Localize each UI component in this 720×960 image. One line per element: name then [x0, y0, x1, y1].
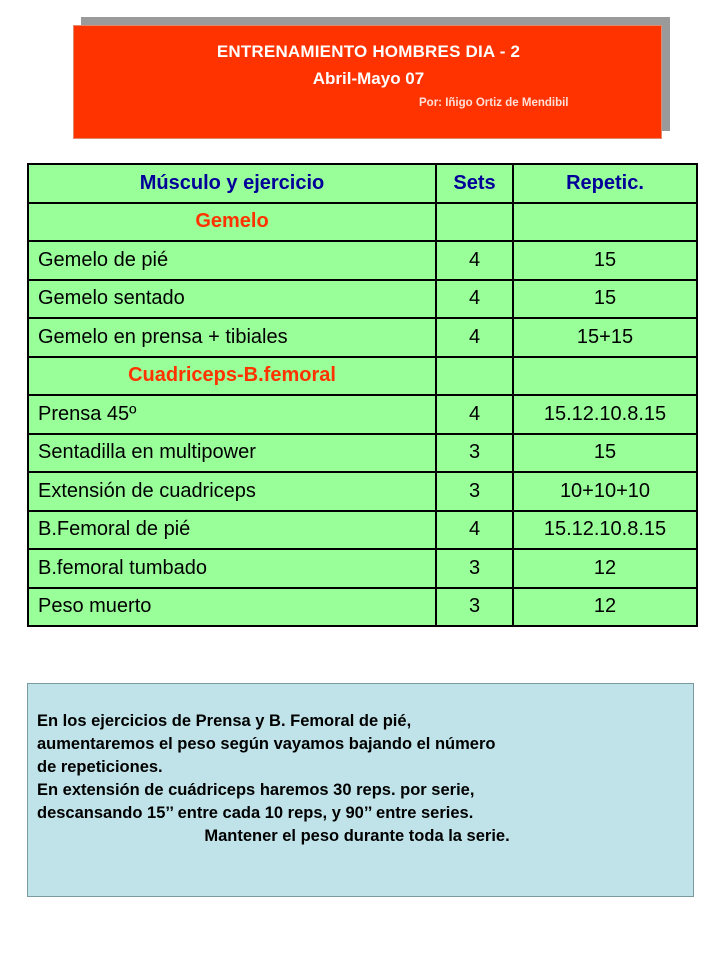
column-header-exercise: Músculo y ejercicio: [28, 164, 436, 203]
sets-cell: 3: [436, 588, 513, 627]
sets-cell: 4: [436, 241, 513, 280]
reps-cell: 12: [513, 549, 697, 588]
exercise-table: [27, 163, 698, 627]
sets-cell: 3: [436, 549, 513, 588]
table-row: [28, 280, 697, 319]
table-row-group: [28, 357, 697, 396]
reps-cell: 15: [513, 280, 697, 319]
table-row-group: [28, 203, 697, 242]
table-row: [28, 549, 697, 588]
reps-cell: 15.12.10.8.15: [513, 395, 697, 434]
reps-cell: 15: [513, 241, 697, 280]
exercise-cell: Peso muerto: [28, 588, 436, 627]
column-header-reps: Repetic.: [513, 164, 697, 203]
column-header-sets: Sets: [436, 164, 513, 203]
sets-cell: 4: [436, 395, 513, 434]
exercise-cell: Gemelo en prensa + tibiales: [28, 318, 436, 357]
notes-line: de repeticiones.: [37, 758, 163, 776]
reps-cell: 12: [513, 588, 697, 627]
reps-cell: 15.12.10.8.15: [513, 511, 697, 550]
table-row: [28, 318, 697, 357]
table-row: [28, 511, 697, 550]
notes-line: En los ejercicios de Prensa y B. Femoral de pié,: [37, 712, 412, 730]
table-row: [28, 395, 697, 434]
reps-cell: [513, 357, 697, 396]
notes-line: descansando 15’’ entre cada 10 reps, y 90’’ entre series.: [37, 804, 474, 822]
page-title: ENTRENAMIENTO HOMBRES DIA - 2: [216, 42, 521, 61]
exercise-cell: Sentadilla en multipower: [28, 434, 436, 473]
group-label: Cuadriceps-B.femoral: [28, 357, 436, 396]
notes-box: [27, 683, 694, 897]
sets-cell: 4: [436, 280, 513, 319]
table-row: [28, 434, 697, 473]
sets-cell: 3: [436, 472, 513, 511]
table-row: [28, 241, 697, 280]
table-row: [28, 588, 697, 627]
sets-cell: 4: [436, 318, 513, 357]
exercise-cell: Gemelo sentado: [28, 280, 436, 319]
table-row: [28, 472, 697, 511]
reps-cell: 15: [513, 434, 697, 473]
notes-line: En extensión de cuádriceps haremos 30 reps. por serie,: [37, 781, 475, 799]
exercise-cell: Extensión de cuadriceps: [28, 472, 436, 511]
exercise-cell: B.femoral tumbado: [28, 549, 436, 588]
sets-cell: [436, 357, 513, 396]
exercise-cell: Gemelo de pié: [28, 241, 436, 280]
notes-text: [37, 710, 687, 848]
page-subtitle: Abril-Mayo 07: [312, 69, 425, 88]
reps-cell: [513, 203, 697, 242]
reps-cell: 15+15: [513, 318, 697, 357]
table-header-row: [28, 164, 697, 203]
exercise-cell: Prensa 45º: [28, 395, 436, 434]
group-label: Gemelo: [28, 203, 436, 242]
notes-line: aumentaremos el peso según vayamos bajando el número: [37, 735, 496, 753]
exercise-cell: B.Femoral de pié: [28, 511, 436, 550]
header-box: [73, 25, 662, 139]
notes-closing-line: Mantener el peso durante toda la serie.: [204, 827, 510, 845]
reps-cell: 10+10+10: [513, 472, 697, 511]
sets-cell: 3: [436, 434, 513, 473]
author-credit: Por: Iñigo Ortiz de Mendibil: [419, 97, 569, 109]
sets-cell: 4: [436, 511, 513, 550]
sets-cell: [436, 203, 513, 242]
